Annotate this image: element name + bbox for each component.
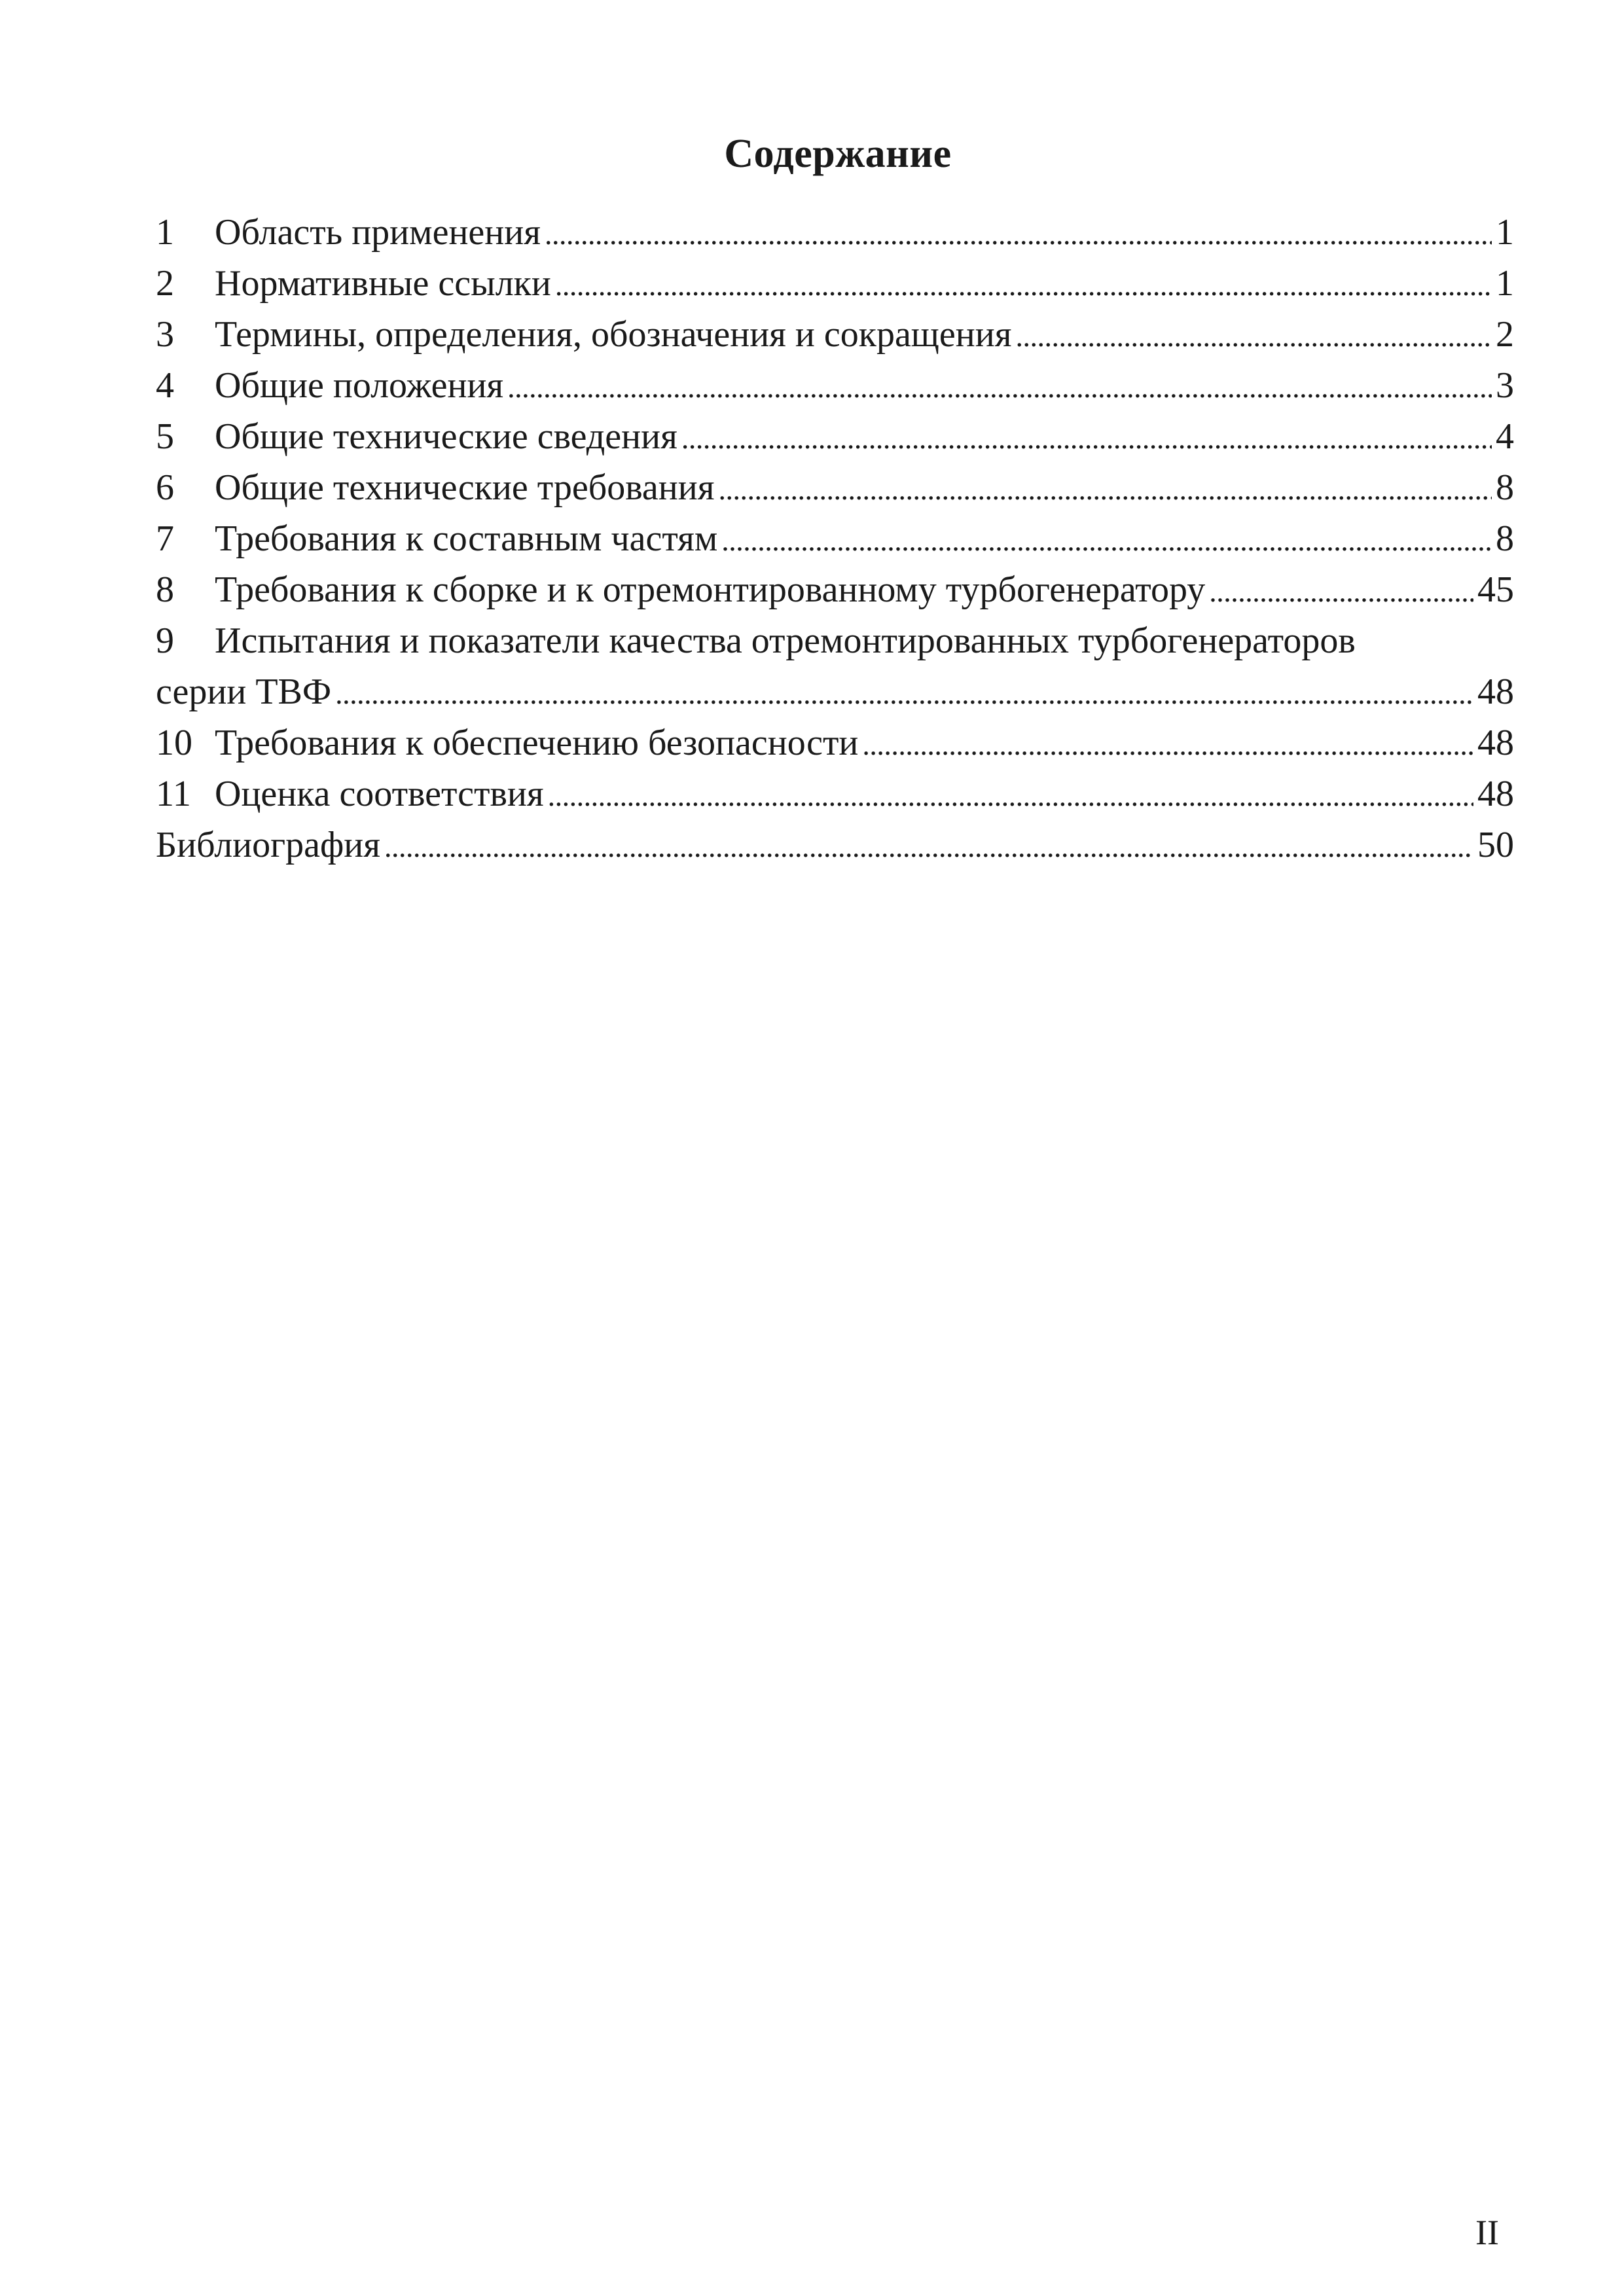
toc-entry-number: 9: [156, 620, 174, 661]
toc-entry-page: 50: [1477, 825, 1514, 865]
page-title: Содержание: [724, 132, 952, 176]
toc-entry-1[interactable]: [156, 207, 1514, 258]
toc-leader-dots: [721, 513, 1492, 566]
toc-entry-page: 4: [1496, 416, 1514, 457]
toc-leader-dots: [384, 819, 1473, 872]
toc-entry-label: Библиография: [156, 825, 380, 865]
toc-entry-label: Общие положения: [215, 365, 504, 406]
toc-entry-4[interactable]: [156, 360, 1514, 411]
toc-entry-6[interactable]: [156, 462, 1514, 513]
toc-entry-3[interactable]: [156, 309, 1514, 360]
toc-entry-number: 5: [156, 416, 174, 457]
toc-leader-dots: [335, 666, 1473, 719]
toc-entry-8[interactable]: [156, 564, 1514, 615]
toc-entry-page: 8: [1496, 467, 1514, 508]
toc-entry-label-continuation: серии ТВФ: [156, 672, 332, 712]
toc-entry-label: Требования к обеспечению безопасности: [215, 723, 859, 763]
toc-leader-dots: [555, 258, 1492, 311]
toc-entry-9-line2[interactable]: [156, 666, 1514, 717]
toc-entry-label: Область применения: [215, 212, 541, 253]
toc-entry-label: Общие технические сведения: [215, 416, 677, 457]
toc-leader-dots: [1209, 564, 1473, 617]
toc-entry-page: 3: [1496, 365, 1514, 406]
toc-entry-number: 2: [156, 263, 174, 304]
toc-entry-label: Требования к сборке и к отремонтированному турбогенератору: [215, 569, 1206, 610]
toc-entry-page: 45: [1477, 569, 1514, 610]
toc-leader-dots: [681, 411, 1492, 464]
toc-entry-7[interactable]: [156, 513, 1514, 564]
toc-entry-2[interactable]: [156, 258, 1514, 309]
toc-leader-dots: [718, 462, 1492, 515]
toc-entry-number: 8: [156, 569, 174, 610]
toc-entry-11[interactable]: [156, 768, 1514, 819]
toc-entry-label: Требования к составным частям: [215, 518, 718, 559]
toc-entry-label: Термины, определения, обозначения и сокращения: [215, 314, 1012, 355]
toc-leader-dots: [545, 207, 1492, 260]
toc-entry-page: 48: [1477, 774, 1514, 814]
toc-leader-dots: [507, 360, 1492, 413]
page-number: II: [1475, 2213, 1499, 2252]
toc-entry-number: 10: [156, 723, 192, 763]
toc-entry-label: Испытания и показатели качества отремонтированных турбогенераторов: [215, 620, 1356, 661]
toc-entry-number: 11: [156, 774, 191, 814]
toc-leader-dots: [548, 768, 1473, 821]
toc-entry-page: 1: [1496, 263, 1514, 304]
toc-entry-label: Нормативные ссылки: [215, 263, 551, 304]
toc-entry-bibliography[interactable]: [156, 819, 1514, 870]
toc-entry-page: 48: [1477, 723, 1514, 763]
toc-entry-label: Оценка соответствия: [215, 774, 544, 814]
toc-entry-page: 1: [1496, 212, 1514, 253]
toc-leader-dots: [1015, 309, 1492, 362]
toc-entry-number: 4: [156, 365, 174, 406]
toc-entry-label: Общие технические требования: [215, 467, 715, 508]
toc-entry-number: 3: [156, 314, 174, 355]
toc-entry-5[interactable]: [156, 411, 1514, 462]
toc-entry-9-line1[interactable]: [156, 615, 1514, 666]
toc-entry-number: 7: [156, 518, 174, 559]
toc-entry-page: 2: [1496, 314, 1514, 355]
toc-entry-number: 6: [156, 467, 174, 508]
toc-leader-dots: [862, 717, 1473, 770]
toc-entry-number: 1: [156, 212, 174, 253]
table-of-contents: [156, 207, 1514, 870]
toc-entry-10[interactable]: [156, 717, 1514, 768]
toc-entry-page: 8: [1496, 518, 1514, 559]
toc-entry-page: 48: [1477, 672, 1514, 712]
